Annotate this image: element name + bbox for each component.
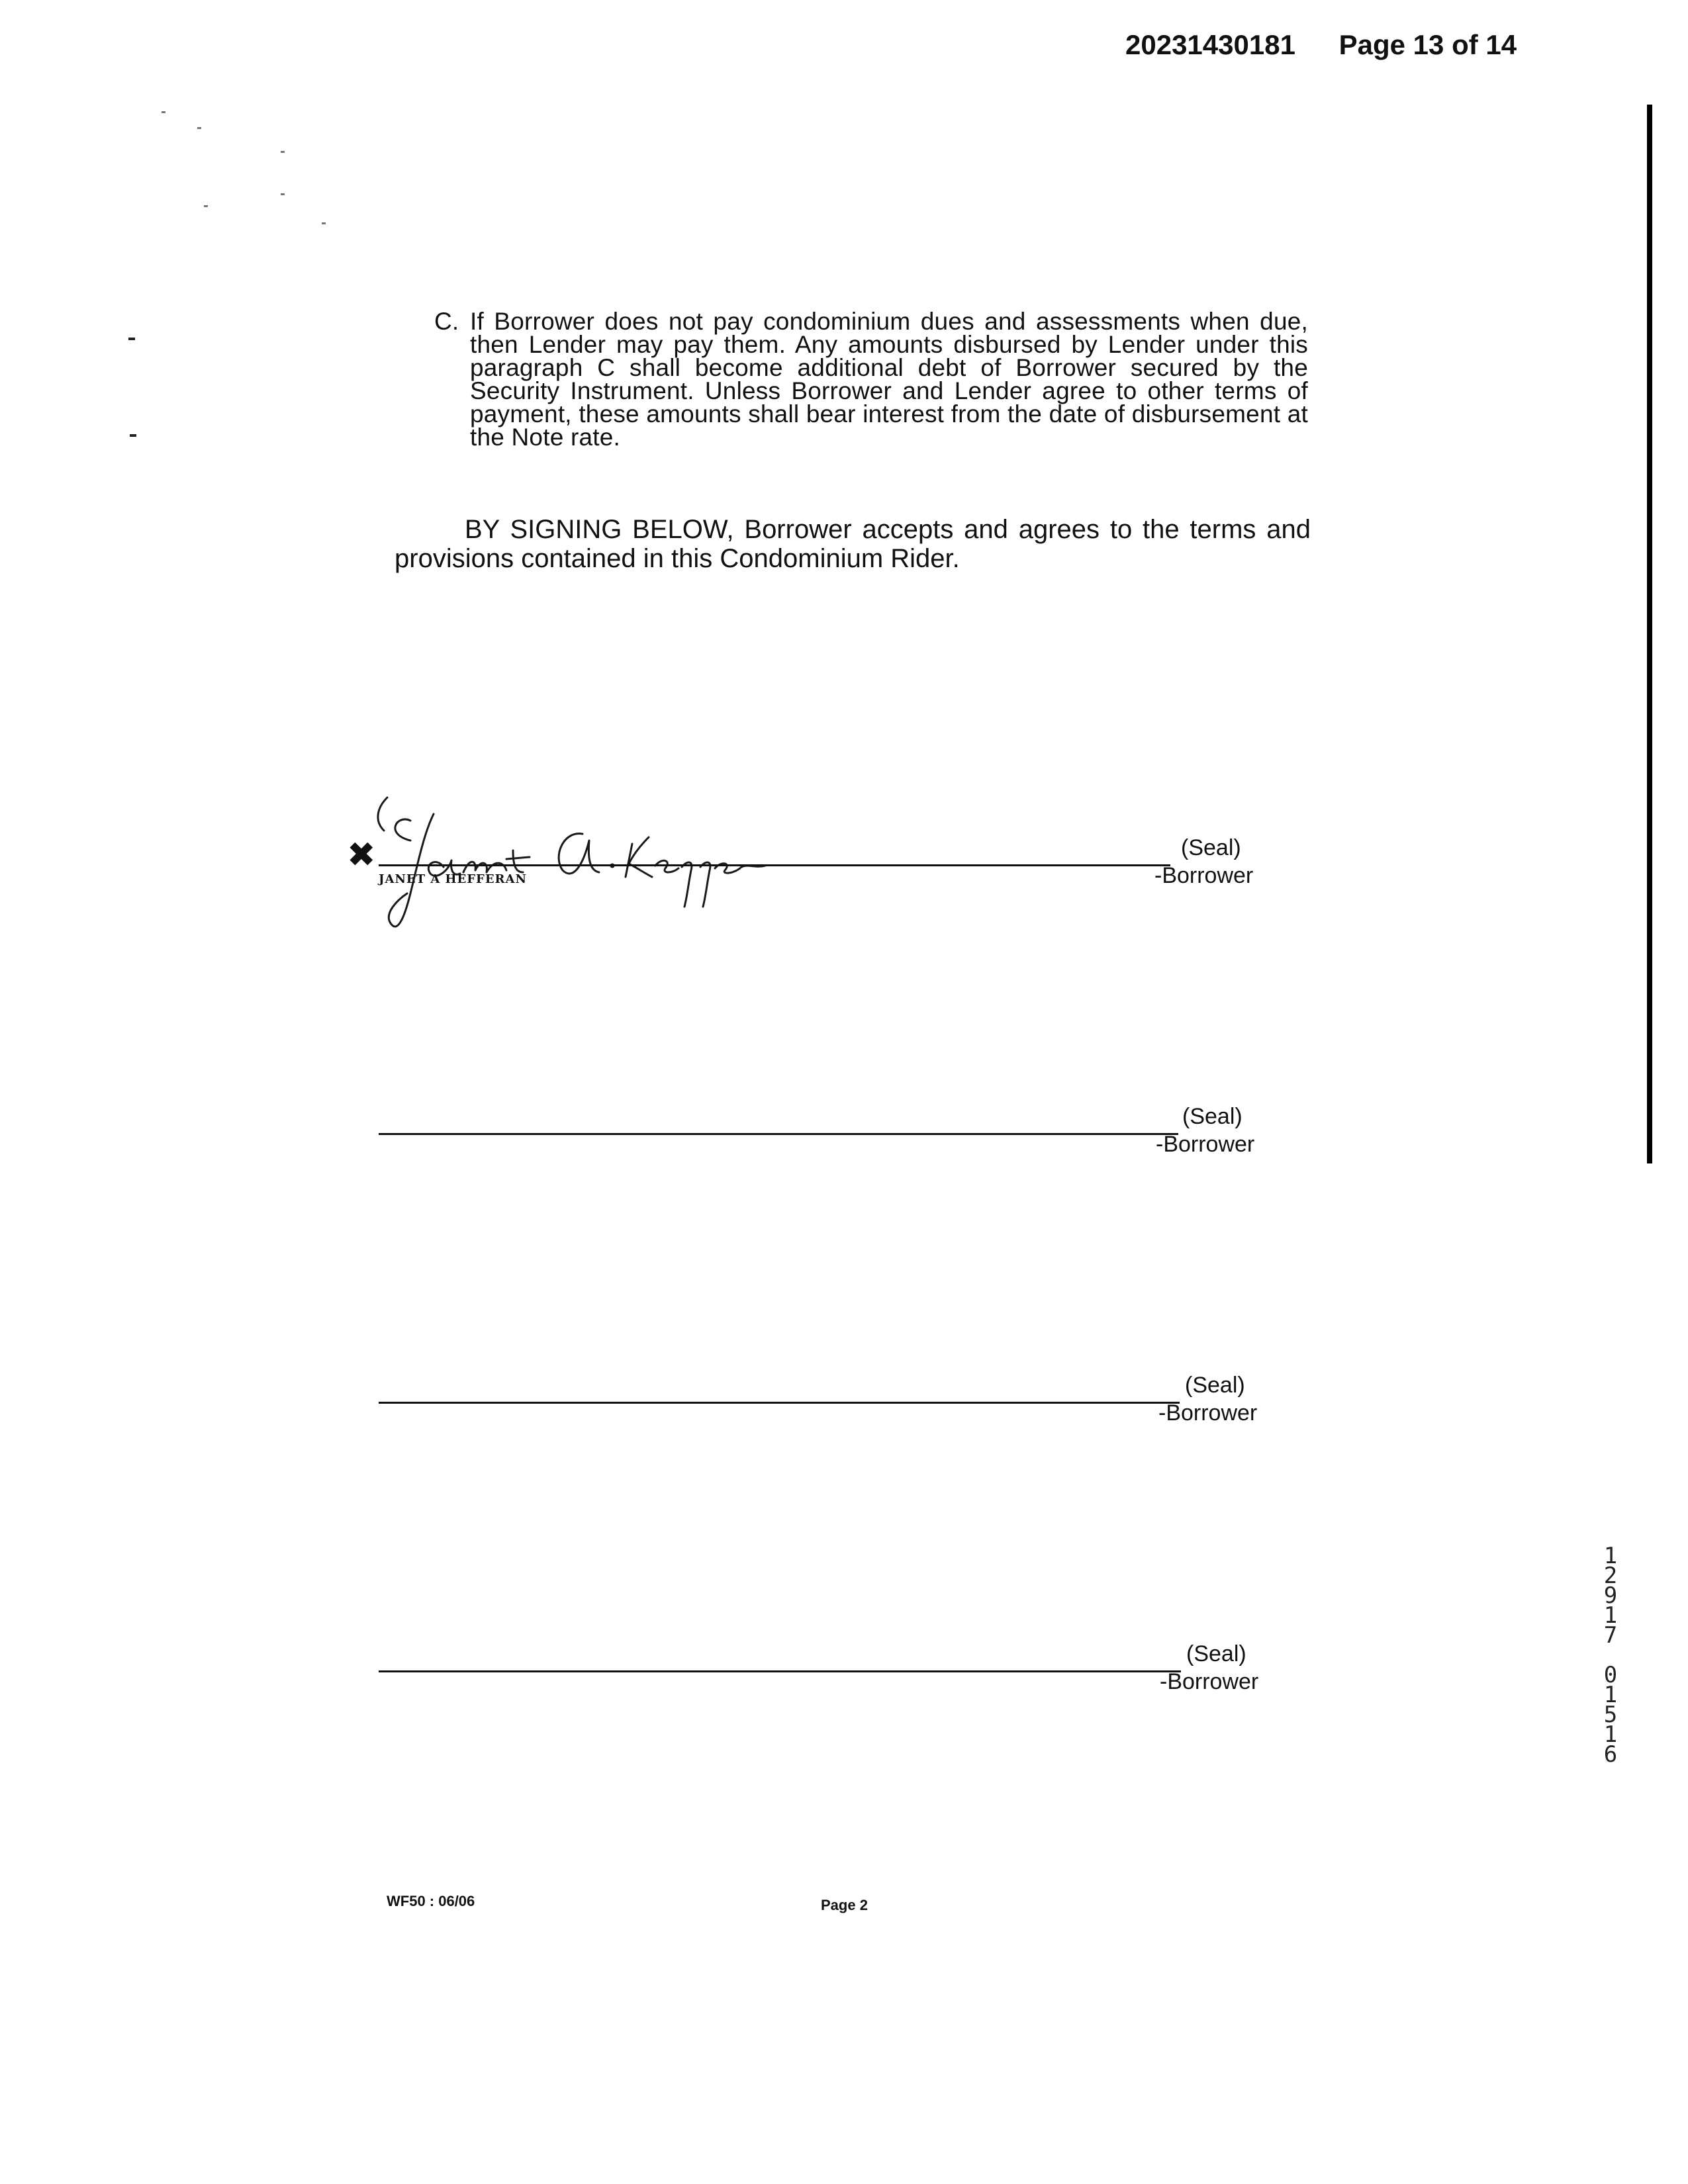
seal-label: (Seal) [1186,1641,1246,1666]
scan-speck [162,111,165,113]
paragraph-label: C. [434,308,459,335]
signature-line [379,864,1170,866]
handwritten-signature [371,794,834,940]
side-code-digit: 6 [1603,1741,1618,1768]
borrower-label: -Borrower [1158,1400,1258,1426]
side-code-digit: 0 [1603,1662,1618,1688]
paragraph-c [434,310,1308,449]
side-code-digit: 9 [1603,1582,1618,1609]
side-reference-code [1594,1543,1627,1768]
printed-borrower-name: JANET A HEFFERAN [379,872,527,886]
page-label: Page 13 of 14 [1338,29,1517,60]
scan-speck [204,205,208,207]
seal-label: (Seal) [1185,1373,1245,1398]
scan-speck [281,151,285,153]
side-code-digit: 7 [1603,1622,1618,1649]
borrower-label: -Borrower [1154,863,1254,888]
footer-page-number: Page 2 [821,1897,868,1913]
side-code-digit: 1 [1603,1721,1618,1748]
document-number: 20231430181 [1125,29,1295,60]
side-code-digit: 5 [1603,1702,1618,1728]
paragraph-c-text: If Borrower does not pay condominium dues and assessments when due, then Lender may pay them. Any amounts disbursed by Lender under this paragraph C shall become additional debt of Borrower secured by the Security Instrument. Unless Borrower and Lender agree to other terms of payment, these amounts shall bear interest from the date of disbursement at the Note rate. [470,308,1308,451]
form-code: WF50 : 06/06 [387,1893,475,1909]
borrower-label: -Borrower [1160,1669,1259,1694]
seal-label: (Seal) [1182,1104,1243,1129]
side-code-digit: 1 [1603,1543,1618,1569]
scan-speck [281,193,285,195]
signing-statement: BY SIGNING BELOW, Borrower accepts and agrees to the terms and provisions contained in this Condominium Rider. [395,515,1311,573]
seal-label: (Seal) [1181,835,1241,860]
borrower-label: -Borrower [1156,1132,1255,1157]
scan-edge-bar [1647,105,1652,1163]
scan-speck [130,434,136,437]
sign-here-mark: ✖ [347,836,376,874]
scan-speck [322,222,326,224]
side-code-digit: 2 [1603,1563,1618,1589]
side-code-digit: 1 [1603,1602,1618,1629]
scan-speck [128,338,135,340]
side-code-digit: 1 [1603,1682,1618,1708]
page-header [1125,29,1628,69]
signature-line [379,1133,1178,1135]
signature-line [379,1670,1181,1672]
signature-line [379,1402,1180,1404]
scan-speck [197,127,201,129]
